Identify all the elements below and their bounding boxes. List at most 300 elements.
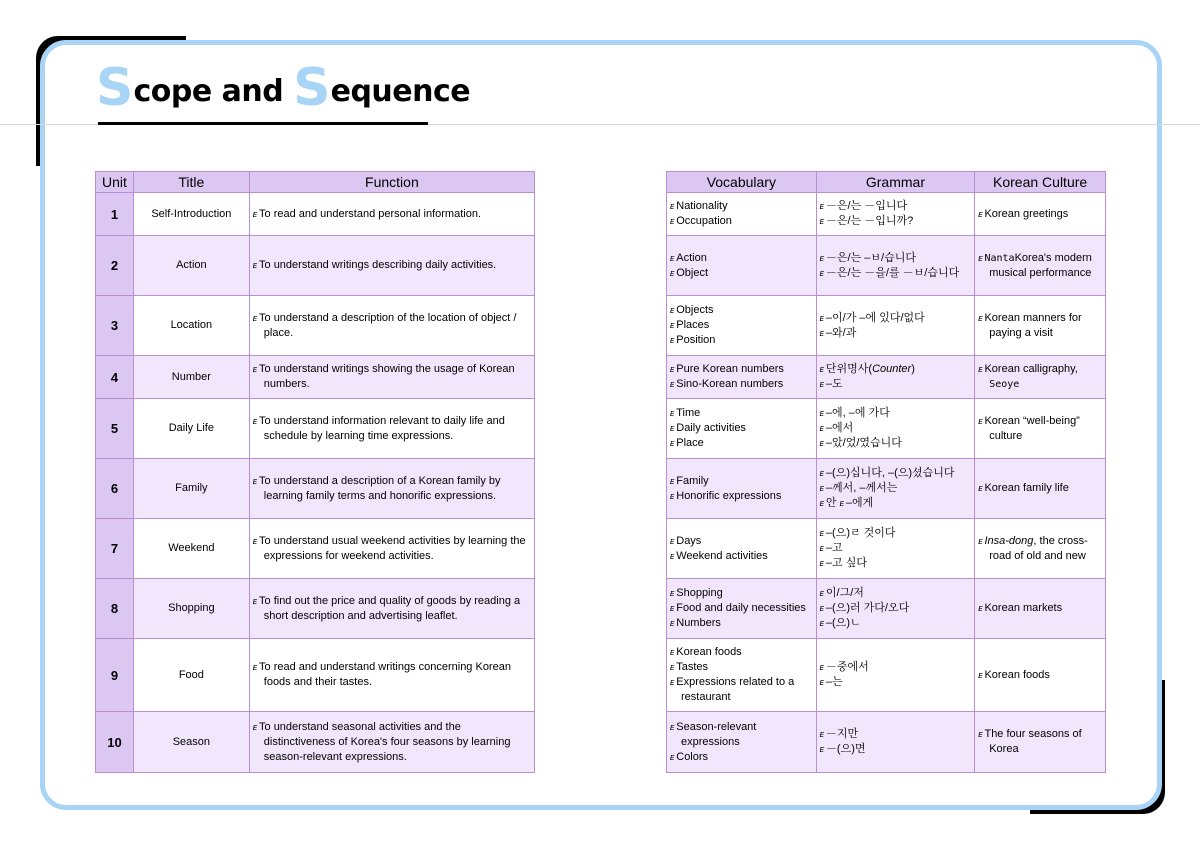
culture-item — [978, 362, 1102, 392]
vocabulary-cell — [667, 712, 817, 773]
grammar-item-text: －지만 — [825, 728, 859, 740]
unit-number: 3 — [96, 296, 134, 356]
grammar-item — [820, 586, 972, 601]
vocabulary-item-text: Places — [676, 319, 710, 331]
vocabulary-item — [670, 303, 813, 318]
grammar-item — [820, 421, 972, 436]
function-item-text: To read and understand personal information. — [259, 207, 481, 220]
grammar-item — [820, 541, 972, 556]
bullet-icon: ᴇ — [978, 483, 983, 493]
vocabulary-item — [670, 586, 813, 601]
vocabulary-item — [670, 645, 813, 660]
vocabulary-item — [670, 214, 813, 229]
function-item — [253, 660, 531, 690]
function-item-text: To understand seasonal activities and the distinctiveness of Korea's four seasons by learning season-relevant expressions. — [259, 720, 511, 763]
right-header-row — [667, 172, 1106, 193]
culture-text: The four seasons of Korea — [984, 728, 1082, 755]
culture-text: Korean manners for paying a visit — [984, 311, 1082, 339]
grammar-item-text: –이/가 –에 있다/없다 — [825, 311, 925, 324]
unit-number: 10 — [96, 712, 134, 773]
bullet-icon: ᴇ — [978, 603, 983, 613]
grammar-item-text: –께서, –께서는 — [825, 482, 898, 494]
unit-title: Weekend — [133, 519, 249, 579]
function-item — [253, 207, 531, 222]
culture-item — [978, 207, 1102, 222]
grammar-item-text: –에, –에 가다 — [825, 407, 890, 419]
unit-title: Season — [133, 712, 249, 773]
function-item — [253, 362, 531, 392]
bullet-icon: ᴇ — [252, 208, 258, 219]
function-item — [253, 311, 531, 341]
grammar-item — [820, 675, 972, 690]
vocabulary-item — [670, 489, 813, 504]
korean-culture-cell — [975, 356, 1106, 399]
grammar-item — [820, 266, 972, 281]
bullet-icon: ᴇ — [670, 379, 675, 389]
korean-culture-cell — [975, 193, 1106, 236]
culture-text: Korean “well-being” culture — [984, 414, 1080, 442]
vocabulary-item-text: Occupation — [676, 215, 732, 227]
grammar-cell — [816, 399, 975, 459]
table-row — [96, 712, 535, 773]
vocabulary-item — [670, 675, 813, 705]
bullet-icon: ᴇ — [819, 364, 824, 374]
grammar-item-text: 이/그/저 — [825, 587, 864, 599]
vocabulary-item-text: Korean foods — [676, 646, 742, 658]
culture-item — [978, 251, 1102, 281]
vocabulary-item-text: Family — [676, 474, 709, 487]
grammar-item-text: –도 — [825, 378, 843, 390]
grammar-item — [820, 406, 972, 421]
bullet-icon: ᴇ — [670, 647, 675, 657]
culture-item — [978, 311, 1102, 341]
unit-title: Action — [133, 236, 249, 296]
vocabulary-item — [670, 750, 813, 765]
vocabulary-item-text: Expressions related to a restaurant — [676, 676, 795, 703]
function-cell — [249, 193, 534, 236]
table-row — [667, 712, 1106, 773]
culture-item — [978, 534, 1102, 564]
vocabulary-item-text: Nationality — [676, 200, 728, 212]
table-row — [96, 579, 535, 639]
grammar-item-text: －은/는 －을/를 －ㅂ/습니다 — [825, 266, 960, 279]
unit-number: 8 — [96, 579, 134, 639]
grammar-item-text: –(으)십니다, –(으)셨습니다 — [825, 467, 955, 479]
grammar-item-tail: –에게 — [845, 497, 874, 509]
unit-title: Number — [133, 356, 249, 399]
grammar-item-text: –(으)ㄴ — [825, 617, 861, 629]
grammar-item-text: –는 — [825, 676, 843, 688]
table-row — [667, 459, 1106, 519]
unit-title: Family — [133, 459, 249, 519]
grammar-cell — [816, 712, 975, 773]
bullet-icon: ᴇ — [819, 408, 824, 418]
bullet-icon: ᴇ — [978, 535, 983, 546]
vocabulary-item-text: Colors — [676, 750, 709, 763]
grammar-item-text: －은/는 －입니까? — [825, 215, 914, 227]
grammar-item-text: 안 — [825, 497, 837, 509]
bullet-icon: ᴇ — [670, 423, 675, 433]
vocabulary-item-text: Shopping — [676, 587, 723, 599]
grammar-cell — [816, 193, 975, 236]
bullet-icon: ᴇ — [819, 729, 824, 739]
vocabulary-item — [670, 318, 813, 333]
table-row — [667, 639, 1106, 712]
title-header: Title — [133, 172, 249, 193]
bullet-icon: ᴇ — [670, 408, 675, 418]
korean-culture-cell — [975, 459, 1106, 519]
grammar-cell — [816, 639, 975, 712]
bullet-icon: ᴇ — [670, 364, 675, 374]
vocabulary-item — [670, 720, 813, 750]
bullet-icon: ᴇ — [670, 751, 675, 762]
grammar-item-text: －은/는 －입니다 — [825, 200, 908, 212]
function-cell — [249, 459, 534, 519]
vocabulary-item-text: Season-relevant expressions — [676, 720, 757, 748]
vocabulary-item-text: Weekend activities — [676, 549, 768, 562]
table-row — [667, 579, 1106, 639]
vocabulary-item-text: Position — [676, 334, 716, 346]
grammar-item — [820, 742, 972, 757]
vocabulary-item-text: Tastes — [676, 661, 709, 673]
bullet-icon: ᴇ — [819, 312, 824, 323]
culture-text: Korea's modern musical performance — [989, 251, 1092, 279]
vocabulary-item — [670, 199, 813, 214]
table-row — [667, 236, 1106, 296]
vocabulary-item-text: Numbers — [676, 617, 721, 629]
grammar-item-text: –고 싶다 — [825, 557, 867, 569]
table-row — [96, 399, 535, 459]
grammar-item — [820, 526, 972, 541]
function-cell — [249, 712, 534, 773]
grammar-item-text: –(으)러 가다/오다 — [825, 602, 910, 614]
grammar-item — [820, 326, 972, 341]
bullet-icon: ᴇ — [978, 312, 983, 323]
grammar-item — [820, 214, 972, 229]
function-cell — [249, 296, 534, 356]
left-table — [95, 171, 535, 773]
unit-title: Daily Life — [133, 399, 249, 459]
culture-nanta: Nanta — [984, 252, 1015, 264]
grammar-item-text: －중에서 — [825, 661, 869, 673]
table-row — [96, 193, 535, 236]
bullet-icon: ᴇ — [670, 475, 675, 486]
vocabulary-cell — [667, 356, 817, 399]
bullet-icon: ᴇ — [670, 535, 675, 546]
vocabulary-item-text: Days — [676, 534, 702, 547]
vocabulary-item-text: Action — [676, 251, 707, 264]
function-item-text: To understand usual weekend activities by learning the expressions for weekend activities. — [259, 534, 526, 562]
grammar-cell — [816, 236, 975, 296]
bullet-icon: ᴇ — [252, 260, 258, 270]
grammar-item — [820, 496, 972, 511]
unit-title: Self-Introduction — [133, 193, 249, 236]
function-item — [253, 534, 531, 564]
vocabulary-item — [670, 534, 813, 549]
grammar-item — [820, 436, 972, 451]
grammar-item-text: –에서 — [825, 422, 854, 434]
grammar-cell — [816, 519, 975, 579]
unit-number: 2 — [96, 236, 134, 296]
bullet-icon: ᴇ — [670, 438, 675, 448]
bullet-icon: ᴇ — [670, 677, 675, 687]
table-row — [667, 519, 1106, 579]
bullet-icon: ᴇ — [670, 216, 675, 226]
bullet-icon: ᴇ — [252, 475, 258, 486]
table-row — [96, 639, 535, 712]
bullet-icon: ᴇ — [819, 543, 824, 553]
grammar-header: Grammar — [816, 172, 975, 193]
vocabulary-cell — [667, 399, 817, 459]
bullet-icon: ᴇ — [252, 364, 258, 374]
table-row — [96, 296, 535, 356]
unit-header: Unit — [96, 172, 134, 193]
grammar-item-text: －(으)면 — [825, 743, 866, 755]
grammar-item — [820, 251, 972, 266]
grammar-cell — [816, 459, 975, 519]
bullet-icon: ᴇ — [819, 379, 824, 389]
grammar-item — [820, 199, 972, 214]
function-item — [253, 720, 531, 765]
grammar-item-text: –고 — [825, 542, 843, 554]
function-item-text: To read and understand writings concerning Korean foods and their tastes. — [259, 661, 511, 688]
unit-number: 9 — [96, 639, 134, 712]
vocabulary-cell — [667, 236, 817, 296]
korean-culture-cell — [975, 639, 1106, 712]
grammar-item — [820, 362, 972, 377]
bullet-icon: ᴇ — [670, 335, 675, 345]
right-table — [666, 171, 1106, 773]
culture-insadong: Insa-dong — [984, 534, 1034, 547]
bullet-icon: ᴇ — [978, 669, 983, 680]
function-cell — [249, 519, 534, 579]
unit-number: 4 — [96, 356, 134, 399]
grammar-counter-italic: Counter — [872, 363, 912, 375]
vocabulary-header: Vocabulary — [667, 172, 817, 193]
grammar-cell — [816, 356, 975, 399]
vocabulary-item-text: Objects — [676, 304, 714, 316]
vocabulary-item-text: Pure Korean numbers — [676, 363, 784, 375]
grammar-item — [820, 616, 972, 631]
bullet-icon: ᴇ — [819, 327, 824, 338]
vocabulary-item — [670, 377, 813, 392]
grammar-item — [820, 481, 972, 496]
grammar-item — [820, 556, 972, 571]
unit-title: Food — [133, 639, 249, 712]
culture-seoye: Seoye — [989, 379, 1020, 390]
bullet-icon: ᴇ — [978, 729, 983, 739]
function-item-text: To understand writings showing the usage of Korean numbers. — [259, 363, 515, 390]
bullet-icon: ᴇ — [670, 252, 675, 263]
bullet-icon: ᴇ — [819, 618, 824, 628]
grammar-item — [820, 727, 972, 742]
culture-item — [978, 727, 1102, 757]
grammar-counter-post: ) — [911, 363, 915, 375]
bullet-icon: ᴇ — [670, 305, 675, 315]
vocabulary-item — [670, 436, 813, 451]
bullet-icon: ᴇ — [670, 201, 675, 211]
vocabulary-cell — [667, 296, 817, 356]
bullet-icon: ᴇ — [839, 498, 844, 508]
culture-text: Korean calligraphy, — [984, 363, 1078, 375]
vocabulary-item-text: Daily activities — [676, 422, 746, 434]
bullet-icon: ᴇ — [819, 216, 824, 226]
bullet-icon: ᴇ — [670, 588, 675, 598]
table-row — [667, 193, 1106, 236]
unit-title: Location — [133, 296, 249, 356]
grammar-item-text: –(으)ㄹ 것이다 — [825, 527, 896, 539]
grammar-item-text: －은/는 –ㅂ/습니다 — [825, 251, 916, 264]
function-cell — [249, 399, 534, 459]
table-row — [667, 296, 1106, 356]
title-underline — [98, 122, 428, 125]
bullet-icon: ᴇ — [670, 603, 675, 613]
vocabulary-item — [670, 406, 813, 421]
function-item-text: To find out the price and quality of goods by reading a short description and advertising leaflet. — [259, 594, 521, 622]
bullet-icon: ᴇ — [670, 550, 675, 561]
vocabulary-item — [670, 616, 813, 631]
grammar-item-text: –와/과 — [825, 326, 857, 339]
grammar-item — [820, 660, 972, 675]
vocabulary-item-text: Honorific expressions — [676, 489, 782, 502]
bullet-icon: ᴇ — [252, 662, 258, 672]
grammar-cell — [816, 296, 975, 356]
culture-item — [978, 601, 1102, 616]
vocabulary-cell — [667, 193, 817, 236]
vocabulary-item — [670, 266, 813, 281]
vocabulary-cell — [667, 639, 817, 712]
vocabulary-cell — [667, 459, 817, 519]
function-item-text: To understand writings describing daily activities. — [259, 259, 497, 271]
bullet-icon: ᴇ — [819, 267, 824, 278]
function-item — [253, 258, 531, 273]
korean-culture-cell — [975, 296, 1106, 356]
culture-item — [978, 481, 1102, 496]
vocabulary-cell — [667, 579, 817, 639]
vocabulary-item — [670, 333, 813, 348]
vocabulary-item-text: Place — [676, 437, 704, 449]
bullet-icon: ᴇ — [252, 415, 258, 426]
grammar-item-text: –았/었/였습니다 — [825, 437, 902, 449]
culture-text: Korean greetings — [984, 207, 1069, 220]
vocabulary-item — [670, 474, 813, 489]
table-row — [667, 356, 1106, 399]
page-title: Scope and Sequence — [96, 58, 471, 118]
function-cell — [249, 579, 534, 639]
bullet-icon: ᴇ — [819, 438, 824, 448]
function-item — [253, 414, 531, 444]
bullet-icon: ᴇ — [819, 744, 824, 754]
table-row — [96, 519, 535, 579]
grammar-cell — [816, 579, 975, 639]
vocabulary-item-text: Object — [676, 266, 709, 279]
bullet-icon: ᴇ — [978, 415, 983, 426]
bullet-icon: ᴇ — [670, 490, 675, 501]
korean-culture-header: Korean Culture — [975, 172, 1106, 193]
unit-title: Shopping — [133, 579, 249, 639]
function-item-text: To understand a description of a Korean family by learning family terms and honorific expressions. — [259, 474, 501, 502]
bullet-icon: ᴇ — [819, 468, 824, 478]
table-row — [96, 356, 535, 399]
left-header-row — [96, 172, 535, 193]
bullet-icon: ᴇ — [670, 662, 675, 672]
korean-culture-cell — [975, 579, 1106, 639]
bullet-icon: ᴇ — [252, 535, 258, 546]
vocabulary-item — [670, 549, 813, 564]
korean-culture-cell — [975, 712, 1106, 773]
grammar-item — [820, 311, 972, 326]
korean-culture-cell — [975, 399, 1106, 459]
unit-number: 7 — [96, 519, 134, 579]
culture-text: Korean foods — [984, 668, 1050, 681]
bullet-icon: ᴇ — [819, 662, 824, 672]
vocabulary-item — [670, 421, 813, 436]
function-cell — [249, 236, 534, 296]
culture-text: , the cross-road of old and new — [989, 534, 1088, 562]
vocabulary-item — [670, 601, 813, 616]
vocabulary-item — [670, 660, 813, 675]
vocabulary-item-text: Food and daily necessities — [676, 602, 806, 614]
vocabulary-item-text: Time — [676, 407, 701, 419]
vocabulary-item — [670, 251, 813, 266]
function-item-text: To understand information relevant to daily life and schedule by learning time expressions. — [259, 414, 505, 442]
bullet-icon: ᴇ — [819, 603, 824, 613]
bullet-icon: ᴇ — [252, 312, 258, 323]
bullet-icon: ᴇ — [819, 498, 824, 508]
unit-number: 6 — [96, 459, 134, 519]
bullet-icon: ᴇ — [819, 588, 824, 598]
function-cell — [249, 356, 534, 399]
bullet-icon: ᴇ — [670, 721, 675, 732]
culture-text: Korean markets — [984, 602, 1063, 614]
function-item — [253, 474, 531, 504]
bullet-icon: ᴇ — [670, 618, 675, 628]
bullet-icon: ᴇ — [978, 252, 983, 263]
function-item-text: To understand a description of the location of object / place. — [259, 311, 517, 339]
grammar-item — [820, 466, 972, 481]
korean-culture-cell — [975, 519, 1106, 579]
table-row — [667, 399, 1106, 459]
korean-culture-cell — [975, 236, 1106, 296]
bullet-icon: ᴇ — [819, 528, 824, 538]
bullet-icon: ᴇ — [670, 320, 675, 330]
bullet-icon: ᴇ — [670, 267, 675, 278]
grammar-counter-pre: 단위명사( — [825, 363, 873, 375]
bullet-icon: ᴇ — [252, 595, 258, 606]
grammar-item — [820, 377, 972, 392]
function-cell — [249, 639, 534, 712]
vocabulary-item-text: Sino-Korean numbers — [676, 378, 784, 390]
unit-number: 1 — [96, 193, 134, 236]
function-item — [253, 594, 531, 624]
grammar-item — [820, 601, 972, 616]
culture-item — [978, 414, 1102, 444]
bullet-icon: ᴇ — [978, 208, 983, 219]
vocabulary-cell — [667, 519, 817, 579]
bullet-icon: ᴇ — [819, 252, 824, 263]
unit-number: 5 — [96, 399, 134, 459]
bullet-icon: ᴇ — [252, 721, 258, 732]
vocabulary-item — [670, 362, 813, 377]
bullet-icon: ᴇ — [819, 677, 824, 687]
culture-item — [978, 668, 1102, 683]
bullet-icon: ᴇ — [978, 364, 983, 374]
function-header: Function — [249, 172, 534, 193]
table-row — [96, 459, 535, 519]
bullet-icon: ᴇ — [819, 201, 824, 211]
table-row — [96, 236, 535, 296]
bullet-icon: ᴇ — [819, 483, 824, 493]
